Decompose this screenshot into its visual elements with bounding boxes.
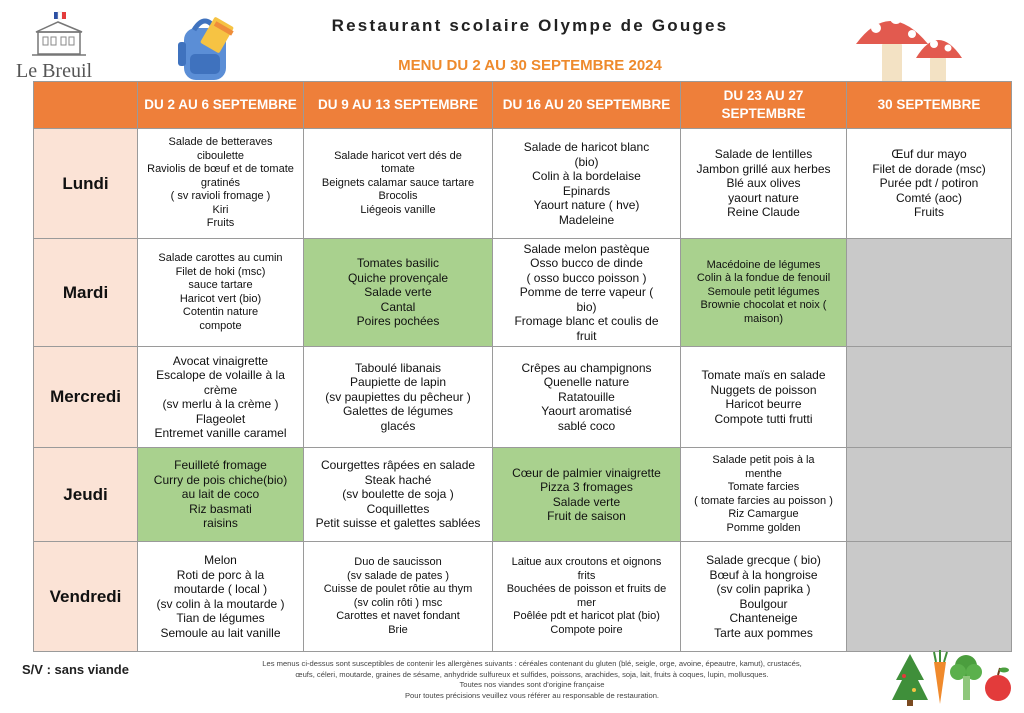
- menu-item: Salade melon pastèque: [523, 241, 650, 256]
- menu-item: Œuf dur mayo: [891, 147, 967, 162]
- menu-item: sablé coco: [557, 418, 616, 433]
- menu-item: ( tomate farcies au poisson ): [694, 494, 833, 507]
- day-row-lundi: [34, 129, 1012, 239]
- vegetarian-menu-cell: [304, 239, 493, 347]
- le-breuil-logo: [14, 10, 100, 82]
- menu-item: Liégeois vanille: [360, 203, 436, 216]
- menu-cell: [138, 129, 304, 239]
- vegetables-icon: [890, 650, 1020, 708]
- menu-item: Feuilleté fromage: [174, 458, 267, 473]
- menu-item: Entremet vanille caramel: [154, 426, 287, 440]
- menu-item: (sv merlu à la crème ): [162, 397, 279, 411]
- menu-item: Compote tutti frutti: [714, 411, 813, 426]
- menu-item: sauce tartare: [188, 279, 253, 291]
- day-label: Vendredi: [34, 542, 138, 652]
- menu-item: Epinards: [562, 183, 611, 198]
- menu-item: (sv colin à la moutarde ): [156, 596, 285, 611]
- school-bag-icon: [170, 8, 242, 84]
- menu-item: Chanteneige: [729, 611, 798, 625]
- town-hall-icon: [14, 10, 100, 66]
- menu-item: Macédoine de légumes: [706, 258, 821, 271]
- day-label: Mardi: [34, 239, 138, 347]
- vegetarian-menu-cell: [493, 448, 681, 542]
- menu-cell: [304, 347, 493, 448]
- menu-item: au lait de coco: [181, 487, 260, 502]
- menu-cell: [493, 129, 681, 239]
- menu-item: fruit: [576, 328, 597, 343]
- menu-item: (sv colin rôti ) msc: [353, 596, 443, 609]
- menu-item: gratinés: [200, 176, 241, 189]
- menu-item: Nuggets de poisson: [710, 382, 817, 397]
- menu-item: Fruits: [206, 217, 235, 230]
- day-label: Mercredi: [34, 347, 138, 448]
- menu-item: (sv colin paprika ): [716, 582, 811, 596]
- closed-cell: [847, 542, 1012, 652]
- menu-item: Salade haricot vert dés de: [334, 149, 462, 162]
- table-corner: [34, 82, 138, 129]
- menu-item: tomate: [381, 163, 415, 176]
- menu-item: Comté (aoc): [895, 190, 963, 205]
- menu-item: Fruits: [914, 205, 944, 220]
- menu-item: Brocolis: [378, 190, 418, 203]
- menu-item: compote: [199, 319, 242, 332]
- legal-line: Toutes nos viandes sont d'origine française: [459, 680, 605, 689]
- menu-item: Filet de dorade (msc): [872, 161, 986, 176]
- week-header: DU 9 AU 13 SEPTEMBRE: [304, 82, 493, 129]
- menu-item: Tomates basilic: [356, 256, 440, 271]
- menu-item: Crêpes au champignons: [521, 360, 652, 375]
- page-title: Restaurant scolaire Olympe de Gouges: [331, 16, 729, 35]
- menu-cell: [138, 239, 304, 347]
- menu-item: yaourt nature: [728, 190, 799, 205]
- menu-item: Avocat vinaigrette: [172, 353, 269, 368]
- menu-cell: [138, 347, 304, 448]
- menu-item: Salade de betteraves: [168, 136, 273, 149]
- menu-item: Fromage blanc et coulis de: [514, 314, 659, 329]
- day-label: Jeudi: [34, 448, 138, 542]
- menu-cell: [138, 542, 304, 652]
- menu-item: Tian de légumes: [176, 611, 265, 625]
- menu-item: Fruit de saison: [547, 509, 626, 523]
- logo-text: Le Breuil: [16, 60, 93, 82]
- menu-period: MENU DU 2 AU 30 SEPTEMBRE 2024: [398, 57, 662, 74]
- day-row-mardi: [34, 239, 1012, 347]
- menu-item: Flageolet: [195, 411, 246, 426]
- menu-cell: [681, 448, 847, 542]
- menu-item: Ratatouille: [558, 389, 615, 404]
- menu-item: Quiche provençale: [347, 270, 449, 285]
- menu-item: Tarte aux pommes: [714, 625, 813, 640]
- menu-item: Salade verte: [364, 285, 432, 300]
- menu-cell: [681, 542, 847, 652]
- menu-item: Jambon grillé aux herbes: [696, 161, 831, 176]
- menu-cell: [493, 542, 681, 652]
- menu-item: Pomme de terre vapeur (: [519, 285, 654, 300]
- menu-item: (sv paupiettes du pêcheur ): [325, 389, 471, 404]
- menu-item: (bio): [574, 154, 599, 169]
- menu-item: Cœur de palmier vinaigrette: [512, 465, 661, 480]
- day-row-vendredi: [34, 542, 1012, 652]
- menu-item: Bœuf à la hongroise: [709, 567, 818, 582]
- menu-cell: [304, 542, 493, 652]
- menu-item: maison): [743, 312, 784, 325]
- menu-item: Tomate farcies: [727, 481, 800, 493]
- menu-cell: [681, 129, 847, 239]
- menu-item: Duo de saucisson: [354, 556, 442, 568]
- menu-item: Salade de lentilles: [714, 147, 813, 162]
- menu-table: [33, 81, 1012, 652]
- menu-item: glacés: [380, 418, 416, 433]
- menu-item: Semoule petit légumes: [707, 285, 820, 298]
- menu-item: Madeleine: [558, 212, 615, 227]
- day-label: Lundi: [34, 129, 138, 239]
- menu-item: Cantal: [380, 299, 416, 314]
- menu-item: bio): [576, 299, 597, 314]
- day-row-jeudi: [34, 448, 1012, 542]
- vegetarian-menu-cell: [681, 239, 847, 347]
- menu-item: Poires pochées: [356, 314, 440, 329]
- menu-item: Colin à la fondue de fenouil: [696, 272, 831, 285]
- menu-item: Filet de hoki (msc): [175, 265, 266, 278]
- menu-item: Curry de pois chiche(bio): [153, 472, 288, 487]
- menu-item: Steak haché: [364, 472, 432, 487]
- menu-item: Blé aux olives: [726, 176, 801, 191]
- legal-line: œufs, céleri, moutarde, graines de sésame, anhydride sulfureux et sulfides, poissons, arachides, soja, lait, fruits à coques, lupin, mollusques.: [295, 669, 769, 679]
- menu-item: Salade verte: [552, 494, 621, 509]
- week-header: DU 16 AU 20 SEPTEMBRE: [493, 82, 681, 129]
- menu-item: Boulgour: [739, 596, 788, 611]
- vegetarian-menu-cell: [138, 448, 304, 542]
- menu-item: Osso bucco de dinde: [530, 256, 643, 271]
- menu-item: mer: [577, 596, 596, 609]
- menu-item: Compote poire: [550, 623, 623, 636]
- menu-item: Cotentin nature: [182, 306, 259, 318]
- closed-cell: [847, 448, 1012, 542]
- menu-item: Brownie chocolat et noix (: [700, 299, 827, 312]
- menu-item: Tomate maïs en salade: [701, 368, 826, 382]
- week-header: DU 2 AU 6 SEPTEMBRE: [138, 82, 304, 129]
- menu-item: Haricot vert (bio): [179, 292, 262, 305]
- week-header: DU 23 AU 27 SEPTEMBRE: [681, 82, 847, 129]
- closed-cell: [847, 239, 1012, 347]
- menu-item: frits: [577, 569, 596, 582]
- menu-item: Carottes et navet fondant: [336, 610, 460, 622]
- menu-item: Taboulé libanais: [354, 360, 442, 375]
- menu-item: Quenelle nature: [543, 375, 630, 390]
- menu-item: Galettes de légumes: [342, 404, 454, 419]
- menu-item: Colin à la bordelaise: [532, 169, 641, 183]
- menu-item: Salade grecque ( bio): [706, 553, 821, 567]
- menu-item: Raviolis de bœuf et de tomate: [147, 163, 294, 176]
- menu-cell: [304, 448, 493, 542]
- menu-item: Paupiette de lapin: [349, 375, 447, 390]
- menu-item: ciboulette: [196, 149, 245, 162]
- menu-item: raisins: [203, 516, 238, 531]
- menu-item: Salade de haricot blanc: [523, 140, 650, 154]
- menu-item: Roti de porc à la: [176, 567, 265, 582]
- menu-item: Yaourt aromatisé: [541, 404, 632, 419]
- menu-item: Kiri: [212, 203, 229, 216]
- menu-item: Yaourt nature ( hve): [533, 198, 640, 212]
- menu-item: moutarde ( local ): [173, 582, 268, 596]
- menu-item: Salade carottes au cumin: [158, 252, 283, 264]
- menu-item: Coquillettes: [366, 501, 430, 516]
- menu-item: Purée pdt / potiron: [879, 176, 979, 191]
- legal-line: Les menus ci-dessus sont susceptibles de contenir les allergènes suivants : céréales contenant du gluten (blé, seigle, orge, avoine, épeautre, kamut), crustacés,: [262, 659, 802, 668]
- week-header: 30 SEPTEMBRE: [847, 82, 1012, 129]
- week-header-row: [34, 82, 1012, 129]
- menu-item: Petit suisse et galettes sablées: [315, 516, 481, 531]
- menu-item: Riz Camargue: [728, 508, 799, 520]
- menu-item: Cuisse de poulet rôtie au thym: [323, 583, 473, 595]
- day-row-mercredi: [34, 347, 1012, 448]
- menu-item: Courgettes râpées en salade: [320, 458, 476, 473]
- allergen-notice: [168, 659, 896, 701]
- menu-item: Riz basmati: [189, 501, 252, 516]
- menu-item: menthe: [745, 467, 782, 480]
- menu-item: Salade petit pois à la: [712, 454, 815, 466]
- menu-item: Escalope de volaille à la: [156, 368, 285, 382]
- menu-item: Laitue aux croutons et oignons: [511, 556, 662, 568]
- menu-item: Melon: [204, 553, 237, 567]
- menu-item: Semoule au lait vanille: [160, 625, 281, 640]
- menu-cell: [847, 129, 1012, 239]
- menu-cell: [681, 347, 847, 448]
- menu-item: Brie: [388, 623, 408, 636]
- menu-item: Haricot beurre: [725, 397, 802, 411]
- menu-cell: [304, 129, 493, 239]
- menu-item: Bouchées de poisson et fruits de: [506, 583, 667, 595]
- sv-note: S/V : sans viande: [22, 662, 129, 677]
- menu-item: Poêlée pdt et haricot plat (bio): [513, 610, 660, 622]
- menu-item: Beignets calamar sauce tartare: [321, 176, 475, 189]
- menu-item: ( osso bucco poisson ): [526, 270, 647, 285]
- menu-item: Pizza 3 fromages: [540, 480, 633, 494]
- menu-cell: [493, 347, 681, 448]
- menu-cell: [493, 239, 681, 347]
- menu-item: crème: [203, 382, 238, 397]
- menu-item: Pomme golden: [726, 521, 801, 534]
- closed-cell: [847, 347, 1012, 448]
- menu-item: (sv salade de pates ): [346, 569, 450, 582]
- legal-line: Pour toutes précisions veuillez vous référer au responsable de restauration.: [404, 690, 660, 700]
- menu-item: ( sv ravioli fromage ): [170, 190, 271, 203]
- menu-item: (sv boulette de soja ): [342, 487, 454, 502]
- menu-item: Reine Claude: [727, 205, 800, 220]
